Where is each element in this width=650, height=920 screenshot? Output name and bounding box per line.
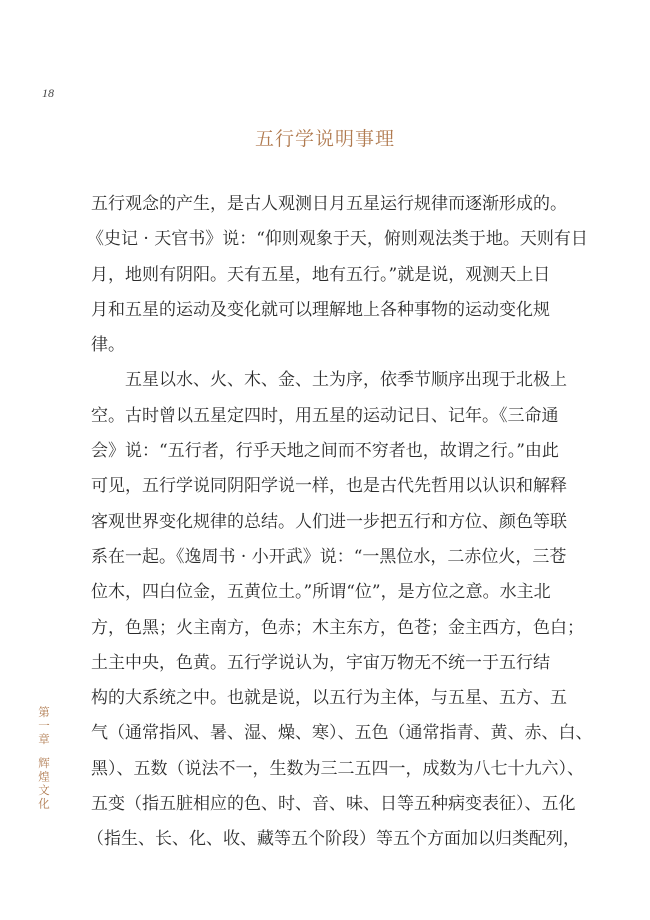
text-line: 会》说：“五行者，行乎天地之间而不穷者也，故谓之行。”由此 — [91, 441, 559, 462]
text-line: 土主中央，色黄。五行学说认为，宇宙万物无不统一于五行结 — [91, 652, 550, 673]
text-line: 月和五星的运动及变化就可以理解地上各种事物的运动变化规 — [91, 299, 550, 320]
chapter-side-label — [36, 706, 52, 811]
text-line: 气（通常指风、暑、湿、燥、寒）、五色（通常指青、黄、赤、白、 — [91, 723, 593, 744]
text-line: 《史记 · 天官书》说：“仰则观象于天，俯则观法类于地。天则有日 — [87, 229, 588, 250]
text-line: 可见，五行学说同阴阳学说一样，也是古代先哲用以认识和解释 — [91, 476, 567, 497]
text-line: 空。古时曾以五星定四时，用五星的运动记日、记年。《三命通 — [91, 405, 559, 426]
text-line: 五行观念的产生，是古人观测日月五星运行规律而逐渐形成的。 — [91, 194, 567, 214]
chapter-number: 第一章 — [37, 706, 51, 747]
section-title: 五行学说明事理 — [254, 128, 395, 150]
text-line: （指生、长、化、收、藏等五个阶段）等五个方面加以归类配列， — [87, 829, 580, 850]
text-line: 位木，四白位金，五黄位土。”所谓“位”，是方位之意。水主北 — [91, 582, 551, 603]
text-line: 律。 — [91, 335, 125, 356]
page-number: 18 — [42, 86, 54, 100]
text-line: 方，色黑；火主南方，色赤；木主东方，色苍；金主西方，色白； — [91, 617, 584, 638]
chapter-title: 辉煌文化 — [37, 756, 51, 811]
text-line: 客观世界变化规律的总结。人们进一步把五行和方位、颜色等联 — [91, 511, 567, 532]
text-line: 五变（指五脏相应的色、时、音、味、日等五种病变表征）、五化 — [91, 794, 576, 815]
text-line: 构的大系统之中。也就是说，以五行为主体，与五星、五方、五 — [91, 688, 567, 709]
text-line: 黑）、五数（说法不一，生数为三二五四一，成数为八七十九六）、 — [91, 758, 584, 779]
text-line: 五星以水、火、木、金、土为序，依季节顺序出现于北极上 — [125, 370, 567, 391]
body-text — [87, 187, 593, 858]
text-line: 月，地则有阴阳。天有五星，地有五行。”就是说，观测天上日 — [91, 264, 551, 285]
text-line: 系在一起。《逸周书 · 小开武》说：“一黑位水，二赤位火，三苍 — [91, 546, 567, 567]
